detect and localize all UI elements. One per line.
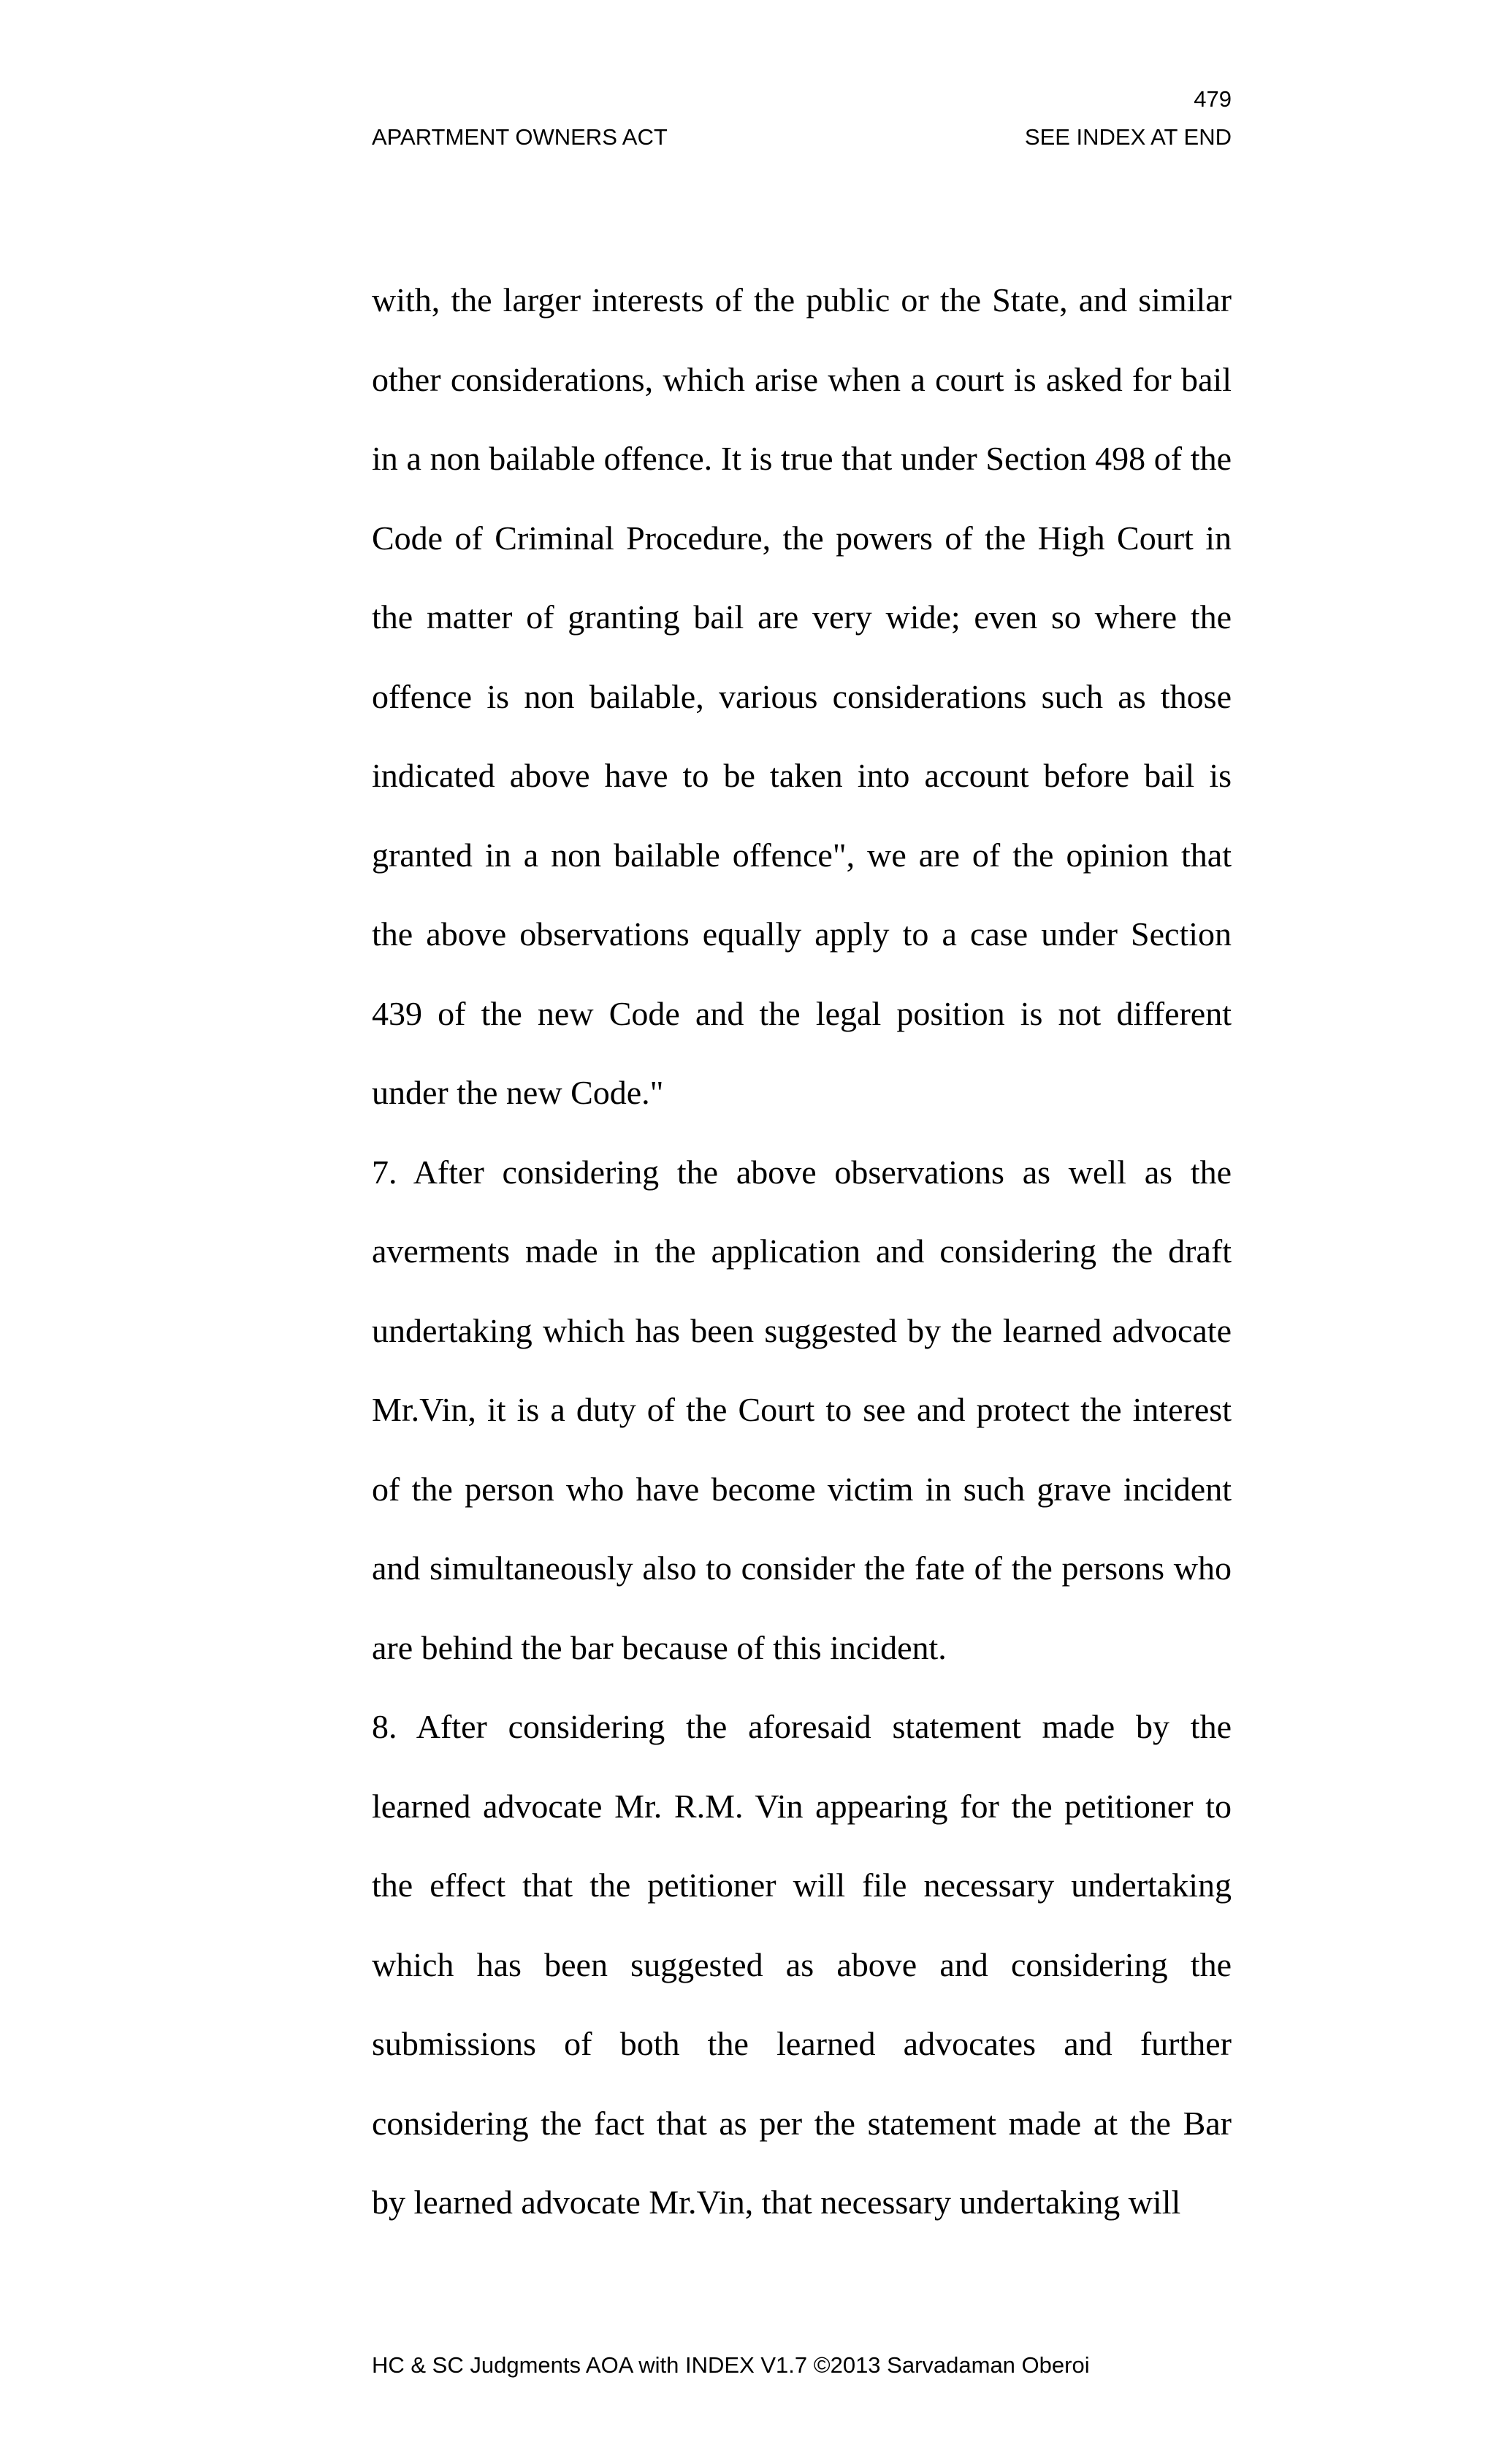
paragraph-quote-continuation: with, the larger interests of the public or the State, and similar other considerations, which arise when a court is asked for bail in a non bailable offence. It is true that under Section 498 of the Code of Criminal Procedure, the powers of the High Court in the matter of granting bail are very wide; even so where the offence is non bailable, various considerations such as those indicated above have to be taken into account before bail is granted in a non bailable offence", we are of the opinion that the above observations equally apply to a case under Section 439 of the new Code and the legal position is not different under the new Code.": [372, 281, 1232, 1111]
running-header-index-note: SEE INDEX AT END: [1024, 124, 1232, 150]
running-header-title: APARTMENT OWNERS ACT: [372, 124, 668, 150]
paragraph-8: 8. After considering the aforesaid statement made by the learned advocate Mr. R.M. Vin appearing for the petitioner to the effect that the petitioner will file necessary undertaking which has been suggested as above and considering the submissions of both the learned advocates and further considering the fact that as per the statement made at the Bar by learned advocate Mr.Vin, that necessary undertaking will: [372, 1708, 1232, 2221]
page-number: 479: [1194, 86, 1232, 112]
paragraph-7: 7. After considering the above observations as well as the averments made in the application and considering the draft undertaking which has been suggested by the learned advocate Mr.Vin, it is a duty of the Court to see and protect the interest of the person who have become victim in such grave incident and simultaneously also to consider the fate of the persons who are behind the bar because of this incident.: [372, 1153, 1232, 1666]
page-footer: HC & SC Judgments AOA with INDEX V1.7 ©2013 Sarvadaman Oberoi: [372, 2352, 1090, 2378]
body-text: [372, 261, 1232, 2243]
